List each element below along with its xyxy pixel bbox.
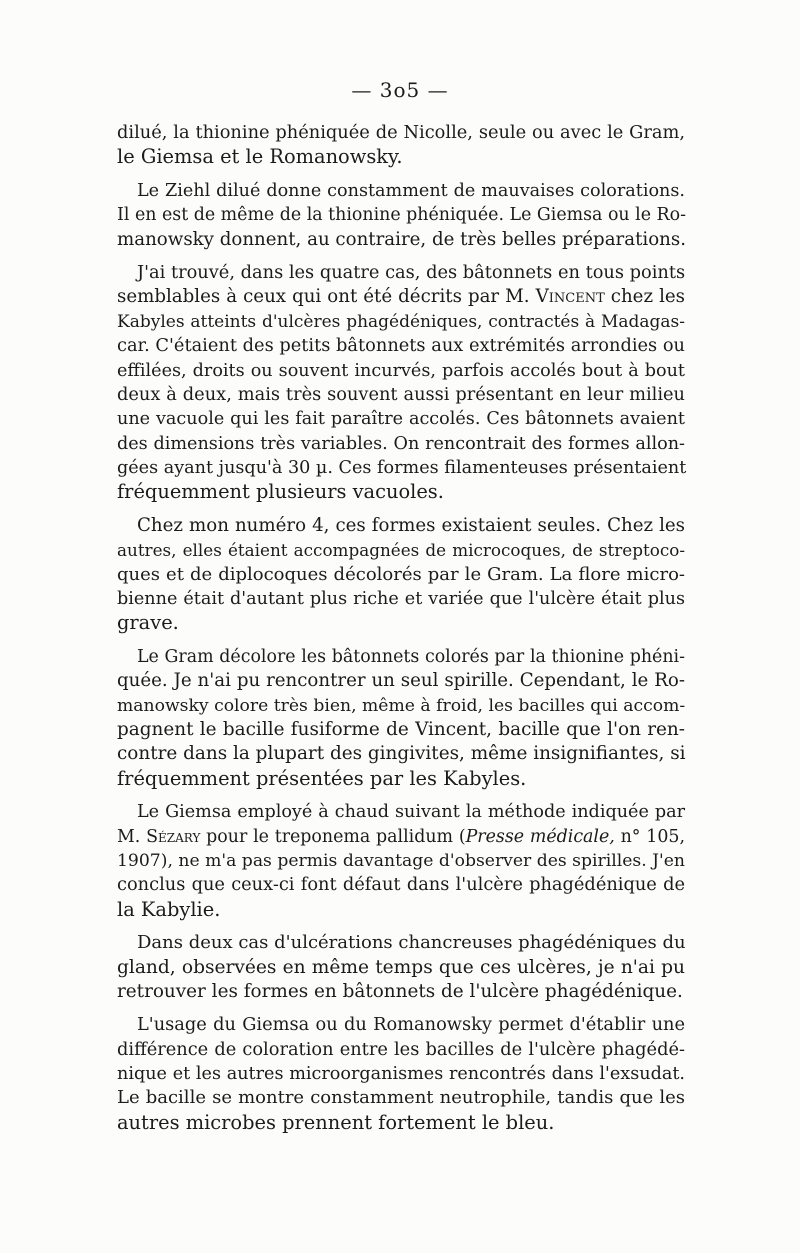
text-line: autres microbes prennent fortement le bleu. [117,1110,555,1134]
paragraph-8 [117,1013,685,1135]
text-line: Le Gram décolore les bâtonnets colorés par la thionine phéni- [137,646,685,667]
text-line: grave. [117,611,179,635]
text-fragment: n° 105, [614,826,685,847]
text-fragment: pour le treponema pallidum ( [200,826,466,847]
text-line: Le bacille se montre constamment neutrophile, tandis que les [117,1087,685,1109]
text-line: autres, elles étaient accompagnées de microcoques, de streptoco- [117,540,685,561]
text-line: 1907), ne m'a pas permis davantage d'observer des spirilles. J'en [117,850,685,871]
text-line: car. C'étaient des petits bâtonnets aux extrémités arrondies ou [117,335,685,357]
page-number: — 3o5 — [351,78,449,102]
text-line: fréquemment plusieurs vacuoles. [117,480,444,504]
text-line: Le Ziehl dilué donne constamment de mauvaises colorations. [137,180,685,201]
text-line: la Kabylie. [117,897,221,921]
paragraph-1 [117,121,685,170]
text-line: retrouver les formes en bâtonnets de l'ulcère phagédénique. [117,980,683,1002]
text-line: fréquemment présentées par les Kabyles. [117,766,527,790]
text-line: Le Giemsa employé à chaud suivant la méthode indiquée par [137,802,685,823]
text-line: pagnent le bacille fusiforme de Vincent, bacille que l'on ren- [117,718,685,740]
text-line: bienne était d'autant plus riche et variée que l'ulcère était plus [117,589,685,610]
text-line: Il en est de même de la thionine phéniquée. Le Giemsa ou le Ro- [117,205,686,226]
paragraph-3 [117,261,685,505]
text-fragment: semblables à ceux qui ont été décrits par M. [117,286,536,308]
text-line: Chez mon numéro 4, ces formes existaient seules. Chez les [137,514,685,536]
text-line: ques et de diplocoques décolorés par le Gram. La flore micro- [117,563,685,585]
paragraph-2 [117,179,685,252]
text-fragment: M. [117,826,147,847]
text-line [117,825,685,849]
paragraph-7 [117,931,685,1004]
text-line: Kabyles atteints d'ulcères phagédéniques, contractés à Madagas- [117,311,685,332]
text-line: quée. Je n'ai pu rencontrer un seul spirille. Cependant, le Ro- [117,670,685,692]
text-line: Dans deux cas d'ulcérations chancreuses phagédéniques du [137,932,686,954]
text-line: J'ai trouvé, dans les quatre cas, des bâtonnets en tous points [137,261,686,283]
text-line: des dimensions très variables. On rencontrait des formes allon- [117,433,685,454]
text-line: manowsky donnent, au contraire, de très belles préparations. [117,228,686,250]
paragraph-6 [117,800,685,922]
text-line: conclus que ceux-ci font défaut dans l'ulcère phagédénique de [117,874,685,896]
text-line: le Giemsa et le Romanowsky. [117,145,403,169]
text-line: gland, observées en même temps que ces ulcères, je n'ai pu [117,956,685,978]
paragraph-4 [117,514,685,636]
text-line: contre dans la plupart des gingivites, même insignifiantes, si [117,743,686,765]
author-name-sezary: Sézary [146,826,201,847]
text-line: dilué, la thionine phéniquée de Nicolle, seule ou avec le Gram, [117,122,685,143]
body-text [117,121,685,1135]
text-line: gées ayant jusqu'à 30 µ. Ces formes filamenteuses présentaient [117,458,687,479]
text-line: manowsky colore très bien, même à froid, les bacilles qui accom- [117,695,686,716]
paragraph-5 [117,645,685,791]
text-fragment: chez les [604,286,685,308]
text-line: deux à deux, mais très souvent aussi présentant en leur milieu [117,383,685,405]
author-name-vincent: Vincent [535,286,605,308]
text-line: effilées, droits ou souvent incurvés, parfois accolés bout à bout [117,360,685,381]
text-line: L'usage du Giemsa ou du Romanowsky permet d'établir une [137,1014,685,1036]
journal-title: Presse médicale, [465,826,615,847]
text-line: différence de coloration entre les bacilles de l'ulcère phagédé- [117,1038,685,1060]
text-line: une vacuole qui les fait paraître accolés. Ces bâtonnets avaient [117,409,685,430]
text-line: nique et les autres microorganismes rencontrés dans l'exsudat. [117,1064,685,1085]
text-line [117,285,685,309]
